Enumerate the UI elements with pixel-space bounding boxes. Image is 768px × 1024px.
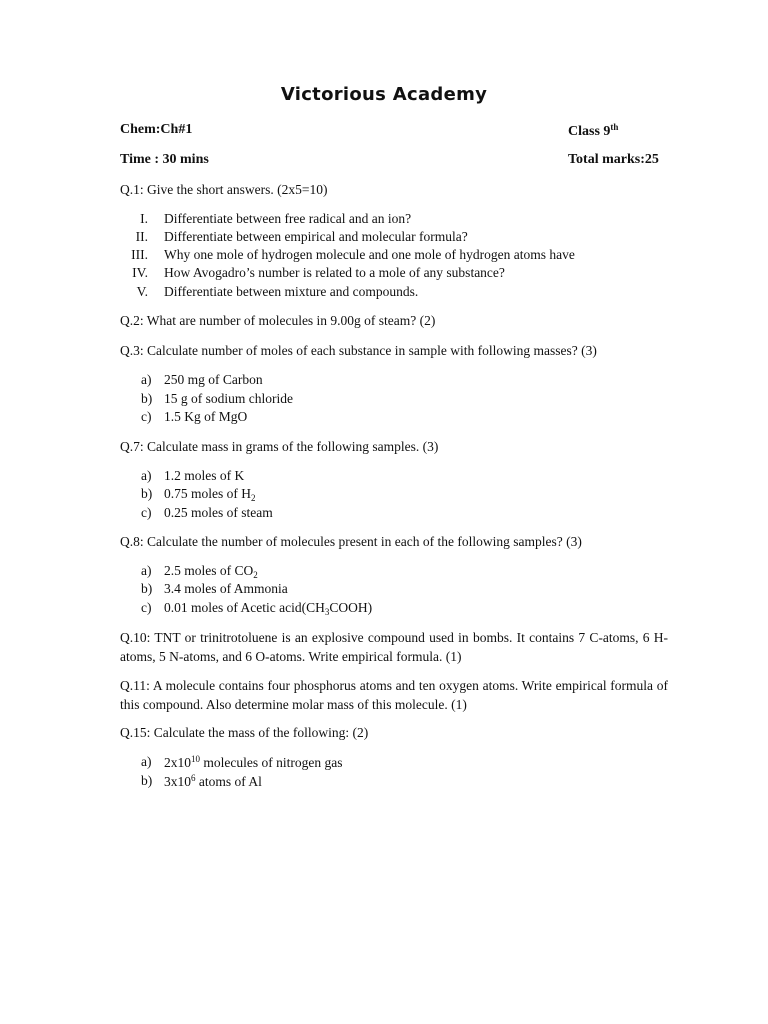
q8-item-text [164,600,372,617]
q1-item-num: III. [131,247,148,262]
q15-item-letter: b) [141,773,153,788]
q1-item-num: II. [135,229,148,244]
q8-item-letter: a) [141,563,152,578]
q3-item-text: 250 mg of Carbon [164,372,263,387]
subscript: 3 [324,607,330,617]
question-11: Q.11: A molecule contains four phosphorus atoms and ten oxygen atoms. Write empirical formula of this compound. Also determine molar mass of this molecule. (1) [120,678,668,712]
q15-item-text [164,754,342,771]
formula-text: 0.75 moles of H [164,486,251,501]
class-superscript: th [610,122,619,132]
formula-text: 0.01 moles of Acetic acid(CH [164,600,325,615]
q7-item-letter: a) [141,468,152,483]
formula-text: COOH) [329,600,373,615]
q1-item-num: I. [140,211,148,226]
total-marks-label: Total marks:25 [568,152,659,167]
class-label [568,122,618,140]
q3-item-text: 15 g of sodium chloride [164,391,293,406]
q15-item-text [164,773,262,790]
q7-item-text [164,486,256,503]
time-label: Time : 30 mins [120,152,209,167]
q8-item-text: 3.4 moles of Ammonia [164,581,288,596]
class-text: Class 9 [568,124,611,139]
formula-text: 3x10 [164,774,191,789]
q7-item-letter: b) [141,486,153,501]
formula-text: atoms of Al [195,774,262,789]
q3-item-letter: c) [141,409,152,424]
subject-label: Chem:Ch#1 [120,122,193,137]
q7-item-text: 0.25 moles of steam [164,505,273,520]
formula-text: molecules of nitrogen gas [200,755,343,770]
q15-item-letter: a) [141,754,152,769]
q3-item-letter: b) [141,391,153,406]
question-2: Q.2: What are number of molecules in 9.00g of steam? (2) [120,313,436,328]
question-15: Q.15: Calculate the mass of the following: (2) [120,725,369,740]
q8-item-letter: b) [141,581,153,596]
q7-item-letter: c) [141,505,152,520]
q1-item-text: Differentiate between free radical and an ion? [164,211,412,226]
question-1: Q.1: Give the short answers. (2x5=10) [120,182,328,197]
q3-item-letter: a) [141,372,152,387]
question-10: Q.10: TNT or trinitrotoluene is an explosive compound used in bombs. It contains 7 C-atoms, 6 H-atoms, 5 N-atoms, and 6 O-atoms. Write empirical formula. (1) [120,630,668,664]
q3-item-text: 1.5 Kg of MgO [164,409,248,424]
q1-item-text: Differentiate between mixture and compounds. [164,284,419,299]
q1-item-num: IV. [132,265,148,280]
q8-item-text [164,563,258,580]
q1-item-text: How Avogadro’s number is related to a mole of any substance? [164,265,505,280]
superscript: 10 [191,754,200,764]
question-8: Q.8: Calculate the number of molecules present in each of the following samples? (3) [120,534,582,549]
subscript: 2 [253,570,258,580]
question-3: Q.3: Calculate number of moles of each substance in sample with following masses? (3) [120,343,597,358]
q1-item-text: Why one mole of hydrogen molecule and one mole of hydrogen atoms have [164,247,575,262]
q7-item-text: 1.2 moles of K [164,468,245,483]
q8-item-letter: c) [141,600,152,615]
page-title: Victorious Academy [280,84,488,105]
superscript: 6 [191,773,196,783]
subscript: 2 [251,493,256,503]
question-7: Q.7: Calculate mass in grams of the following samples. (3) [120,439,439,454]
q1-item-num: V. [136,284,148,299]
formula-text: 2x10 [164,755,191,770]
q1-item-text: Differentiate between empirical and molecular formula? [164,229,468,244]
formula-text: 2.5 moles of CO [164,563,254,578]
